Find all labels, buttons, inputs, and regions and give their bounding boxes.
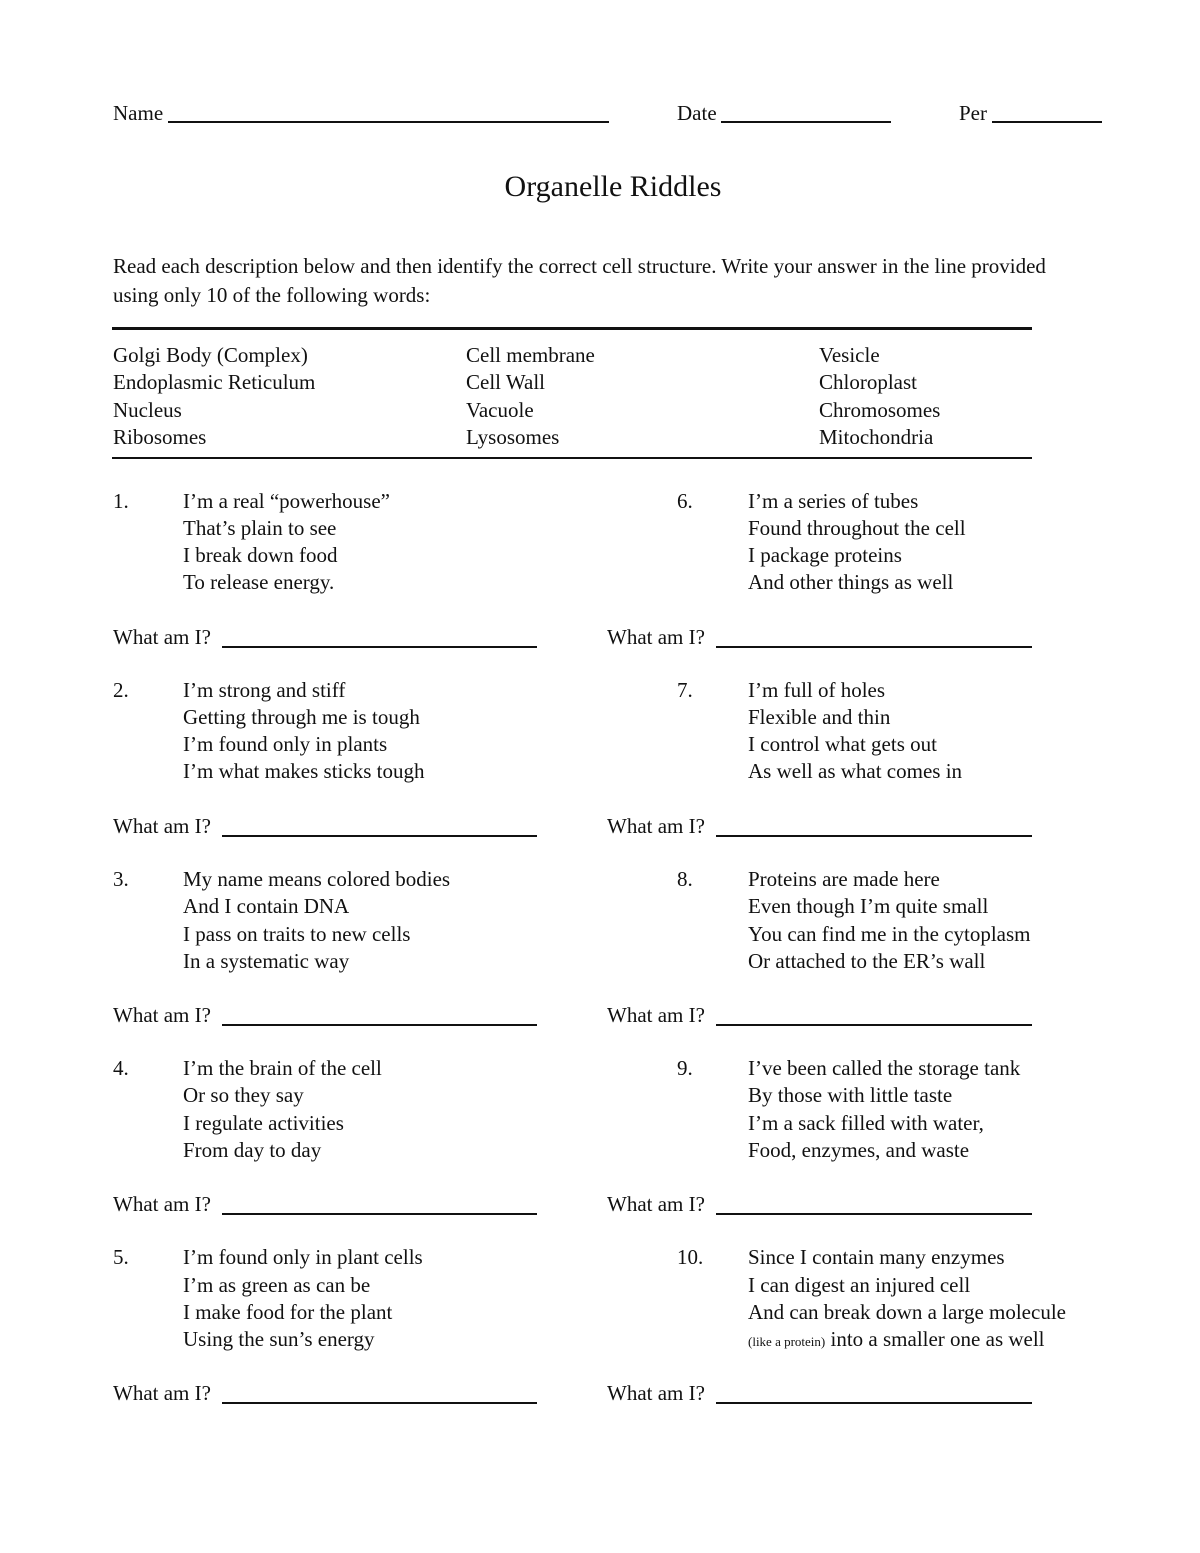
riddle-line: I’ve been called the storage tank — [748, 1056, 1021, 1080]
word-bank-item: Vesicle — [819, 343, 880, 367]
riddle-line: I’m the brain of the cell — [183, 1056, 382, 1080]
answer-line-8[interactable] — [716, 1024, 1032, 1026]
date-field[interactable] — [721, 121, 891, 123]
riddle-line: I’m found only in plant cells — [183, 1245, 423, 1269]
riddle-line: I can digest an injured cell — [748, 1273, 971, 1297]
riddle-line: From day to day — [183, 1138, 322, 1162]
what-am-i-label: What am I? — [113, 1192, 211, 1216]
riddle-line: My name means colored bodies — [183, 867, 451, 891]
name-field[interactable] — [168, 121, 609, 123]
word-bank-item: Ribosomes — [113, 425, 207, 449]
answer-line-9[interactable] — [716, 1213, 1032, 1215]
riddle-line: I break down food — [183, 543, 338, 567]
word-bank-bottom-rule — [112, 457, 1032, 459]
riddle-line: Flexible and thin — [748, 705, 891, 729]
riddle-line: Since I contain many enzymes — [748, 1245, 1005, 1269]
riddle-line: To release energy. — [183, 570, 335, 594]
riddle-line: Proteins are made here — [748, 867, 940, 891]
riddle-line: I make food for the plant — [183, 1300, 393, 1324]
parenthetical-note: (like a protein) — [748, 1334, 826, 1349]
riddle-number: 2. — [113, 678, 129, 702]
answer-line-4[interactable] — [222, 1213, 537, 1215]
answer-line-1[interactable] — [222, 646, 537, 648]
answer-line-2[interactable] — [222, 835, 537, 837]
answer-line-3[interactable] — [222, 1024, 537, 1026]
answer-line-10[interactable] — [716, 1402, 1032, 1404]
what-am-i-label: What am I? — [607, 1192, 705, 1216]
answer-line-7[interactable] — [716, 835, 1032, 837]
period-field[interactable] — [992, 121, 1102, 123]
word-bank-item: Endoplasmic Reticulum — [113, 370, 316, 394]
riddle-number: 8. — [677, 867, 693, 891]
riddle-line: I control what gets out — [748, 732, 937, 756]
word-bank-item: Mitochondria — [819, 425, 934, 449]
instructions: Read each description below and then identify the correct cell structure. Write your answer in the line provided using only 10 of the following words: — [113, 254, 1046, 307]
riddle-line: And other things as well — [748, 570, 954, 594]
riddle-line: I’m as green as can be — [183, 1273, 371, 1297]
riddle-number: 5. — [113, 1245, 129, 1269]
riddle-line: I’m found only in plants — [183, 732, 388, 756]
riddle-line: Found throughout the cell — [748, 516, 966, 540]
riddle-line: I’m a real “powerhouse” — [183, 489, 390, 513]
word-bank-item: Cell membrane — [466, 343, 595, 367]
riddle-number: 10. — [677, 1245, 704, 1269]
riddle-line — [748, 1327, 1045, 1352]
riddle-line: By those with little taste — [748, 1083, 953, 1107]
riddle-line: As well as what comes in — [748, 759, 963, 783]
riddle-line: You can find me in the cytoplasm — [748, 922, 1031, 946]
riddle-line-rest: into a smaller one as well — [825, 1327, 1045, 1351]
riddle-line: Food, enzymes, and waste — [748, 1138, 970, 1162]
word-bank-item: Chromosomes — [819, 398, 941, 422]
riddle-line: Using the sun’s energy — [183, 1327, 375, 1351]
riddle-line: In a systematic way — [183, 949, 350, 973]
riddle-line: I’m a series of tubes — [748, 489, 919, 513]
what-am-i-label: What am I? — [607, 625, 705, 649]
riddle-number: 6. — [677, 489, 693, 513]
page-title: Organelle Riddles — [504, 170, 722, 203]
riddle-line: That’s plain to see — [183, 516, 337, 540]
riddle-line: I’m strong and stiff — [183, 678, 346, 702]
riddle-line: Or so they say — [183, 1083, 304, 1107]
riddle-number: 9. — [677, 1056, 693, 1080]
what-am-i-label: What am I? — [113, 1003, 211, 1027]
what-am-i-label: What am I? — [607, 1381, 705, 1405]
riddle-line: Or attached to the ER’s wall — [748, 949, 986, 973]
riddle-line: I pass on traits to new cells — [183, 922, 411, 946]
riddle-line: Even though I’m quite small — [748, 894, 989, 918]
word-bank-item: Lysosomes — [466, 425, 560, 449]
riddle-line: I package proteins — [748, 543, 902, 567]
riddle-line: And I contain DNA — [183, 894, 350, 918]
word-bank-item: Golgi Body (Complex) — [113, 343, 308, 367]
riddle-line: I’m full of holes — [748, 678, 886, 702]
riddle-line: I’m what makes sticks tough — [183, 759, 425, 783]
riddle-number: 4. — [113, 1056, 129, 1080]
riddle-line: I regulate activities — [183, 1111, 344, 1135]
what-am-i-label: What am I? — [113, 1381, 211, 1405]
what-am-i-label: What am I? — [607, 814, 705, 838]
riddle-line: And can break down a large molecule — [748, 1300, 1066, 1324]
answer-line-5[interactable] — [222, 1402, 537, 1404]
word-bank-item: Cell Wall — [466, 370, 545, 394]
riddle-number: 7. — [677, 678, 693, 702]
date-label: Date — [677, 101, 717, 125]
word-bank-top-rule — [112, 327, 1032, 330]
riddle-line: Getting through me is tough — [183, 705, 420, 729]
what-am-i-label: What am I? — [113, 625, 211, 649]
answer-line-6[interactable] — [716, 646, 1032, 648]
name-label: Name — [113, 101, 164, 125]
what-am-i-label: What am I? — [113, 814, 211, 838]
riddle-number: 1. — [113, 489, 129, 513]
riddle-line: I’m a sack filled with water, — [748, 1111, 984, 1135]
period-label: Per — [959, 101, 987, 125]
word-bank-item: Vacuole — [466, 398, 534, 422]
word-bank-item: Nucleus — [113, 398, 182, 422]
word-bank-item: Chloroplast — [819, 370, 917, 394]
riddle-number: 3. — [113, 867, 129, 891]
what-am-i-label: What am I? — [607, 1003, 705, 1027]
